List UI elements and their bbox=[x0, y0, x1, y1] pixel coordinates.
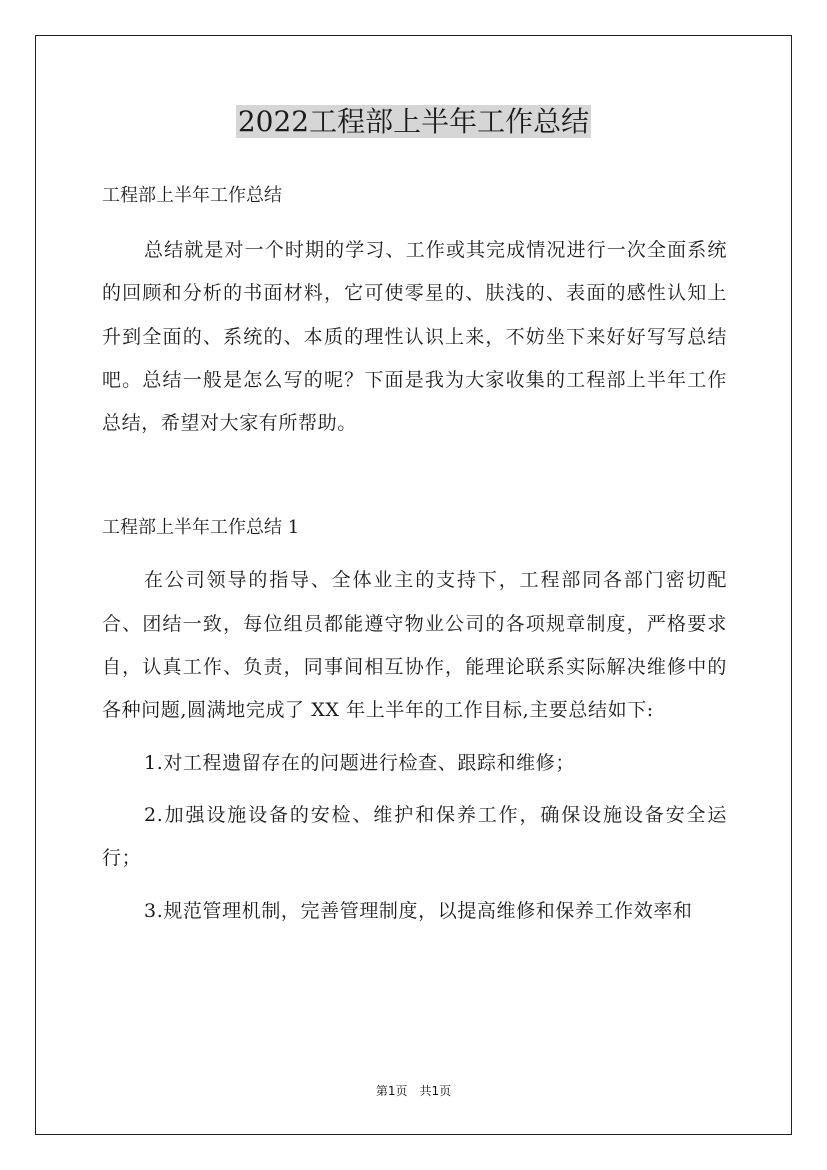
subtitle-heading: 工程部上半年工作总结 bbox=[102, 185, 282, 206]
document-body bbox=[102, 175, 727, 933]
document-title bbox=[0, 100, 827, 144]
list-item: 3.规范管理机制，完善管理制度，以提高维修和保养工作效率和 bbox=[144, 899, 693, 922]
document-title-text: 2022工程部上半年工作总结 bbox=[237, 105, 590, 138]
intro-paragraph: 总结就是对一个时期的学习、工作或其完成情况进行一次全面系统的回顾和分析的书面材料，它可使零星的、肤浅的、表面的感性认知上升到全面的、系统的、本质的理性认识上来，不妨坐下来好好写写总结吧。总结一般是怎么写的呢？下面是我为大家收集的工程部上半年工作总结，希望对大家有所帮助。 bbox=[102, 239, 727, 435]
list-item: 1.对工程遗留存在的问题进行检查、跟踪和维修； bbox=[144, 751, 575, 774]
list-item: 2.加强设施设备的安检、维护和保养工作，确保设施设备安全运行； bbox=[102, 803, 727, 870]
page-footer bbox=[0, 1082, 827, 1100]
section-1-heading: 工程部上半年工作总结 1 bbox=[102, 517, 300, 539]
section-gap bbox=[102, 445, 727, 507]
section-1-paragraph: 在公司领导的指导、全体业主的支持下，工程部同各部门密切配合、团结一致，每位组员都能遵守物业公司的各项规章制度，严格要求自，认真工作、负责，同事间相互协作，能理论联系实际解决维修中的各种问题,圆满地完成了 XX 年上半年的工作目标,主要总结如下: bbox=[102, 569, 727, 722]
page-number: 第1页 bbox=[375, 1084, 408, 1098]
page-total: 共1页 bbox=[419, 1084, 452, 1098]
